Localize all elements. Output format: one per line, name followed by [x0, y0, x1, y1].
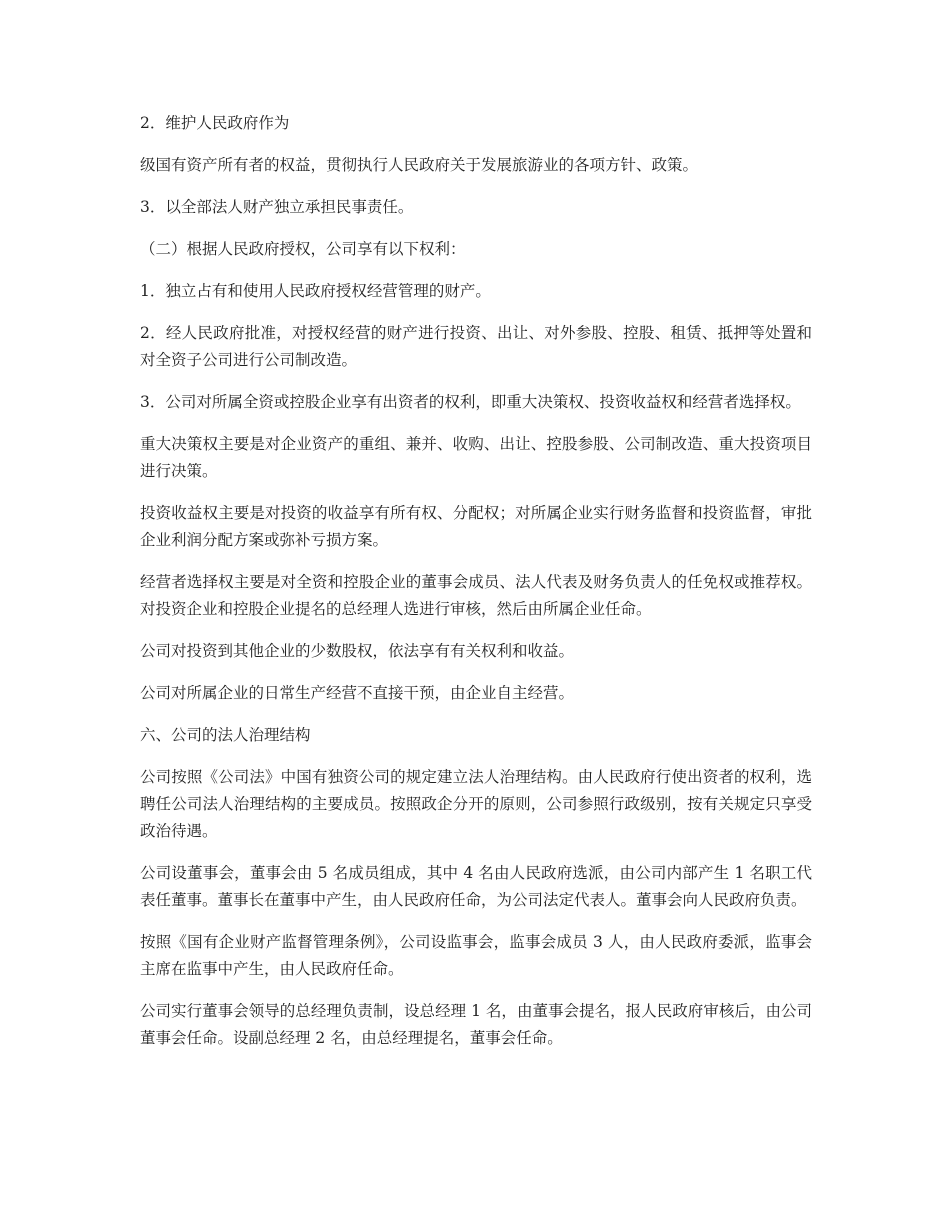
paragraph: 1．独立占有和使用人民政府授权经营管理的财产。 [140, 282, 491, 300]
paragraph: 公司设董事会，董事会由 5 名成员组成，其中 4 名由人民政府选派，由公司内部产生 1 名职工代表任董事。董事长在董事中产生，由人民政府任命，为公司法定代表人。董事会向人民政府负责。 [140, 864, 812, 909]
paragraph: 公司按照《公司法》中国有独资公司的规定建立法人治理结构。由人民政府行使出资者的权利，选聘任公司法人治理结构的主要成员。按照政企分开的原则，公司参照行政级别，按有关规定只享受政治待遇。 [140, 768, 812, 840]
paragraph: 公司实行董事会领导的总经理负责制，设总经理 1 名，由董事会提名，报人民政府审核后，由公司董事会任命。设副总经理 2 名，由总经理提名，董事会任命。 [140, 1002, 812, 1047]
section-heading: 六、公司的法人治理结构 [140, 726, 311, 744]
paragraph: 2．维护人民政府作为 [140, 114, 290, 132]
paragraph: 级国有资产所有者的权益，贯彻执行人民政府关于发展旅游业的各项方针、政策。 [140, 156, 699, 174]
paragraph: 2．经人民政府批准，对授权经营的财产进行投资、出让、对外参股、控股、租赁、抵押等处置和对全资子公司进行公司制改造。 [140, 324, 812, 369]
paragraph: 经营者选择权主要是对全资和控股企业的董事会成员、法人代表及财务负责人的任免权或推荐权。对投资企业和控股企业提名的总经理人选进行审核，然后由所属企业任命。 [140, 573, 812, 618]
paragraph: 3．以全部法人财产独立承担民事责任。 [140, 198, 414, 216]
paragraph: 公司对投资到其他企业的少数股权，依法享有有关权利和收益。 [140, 642, 575, 660]
document-body [140, 110, 812, 1067]
paragraph: 重大决策权主要是对企业资产的重组、兼并、收购、出让、控股参股、公司制改造、重大投资项目进行决策。 [140, 435, 812, 480]
paragraph: 按照《国有企业财产监督管理条例》，公司设监事会，监事会成员 3 人，由人民政府委派，监事会主席在监事中产生，由人民政府任命。 [140, 933, 812, 978]
paragraph: 3．公司对所属全资或控股企业享有出资者的权利，即重大决策权、投资收益权和经营者选择权。 [140, 393, 801, 411]
paragraph: 投资收益权主要是对投资的收益享有所有权、分配权；对所属企业实行财务监督和投资监督，审批企业利润分配方案或弥补亏损方案。 [140, 504, 812, 549]
section-subheading: （二）根据人民政府授权，公司享有以下权利： [140, 240, 466, 258]
paragraph: 公司对所属企业的日常生产经营不直接干预，由企业自主经营。 [140, 684, 575, 702]
